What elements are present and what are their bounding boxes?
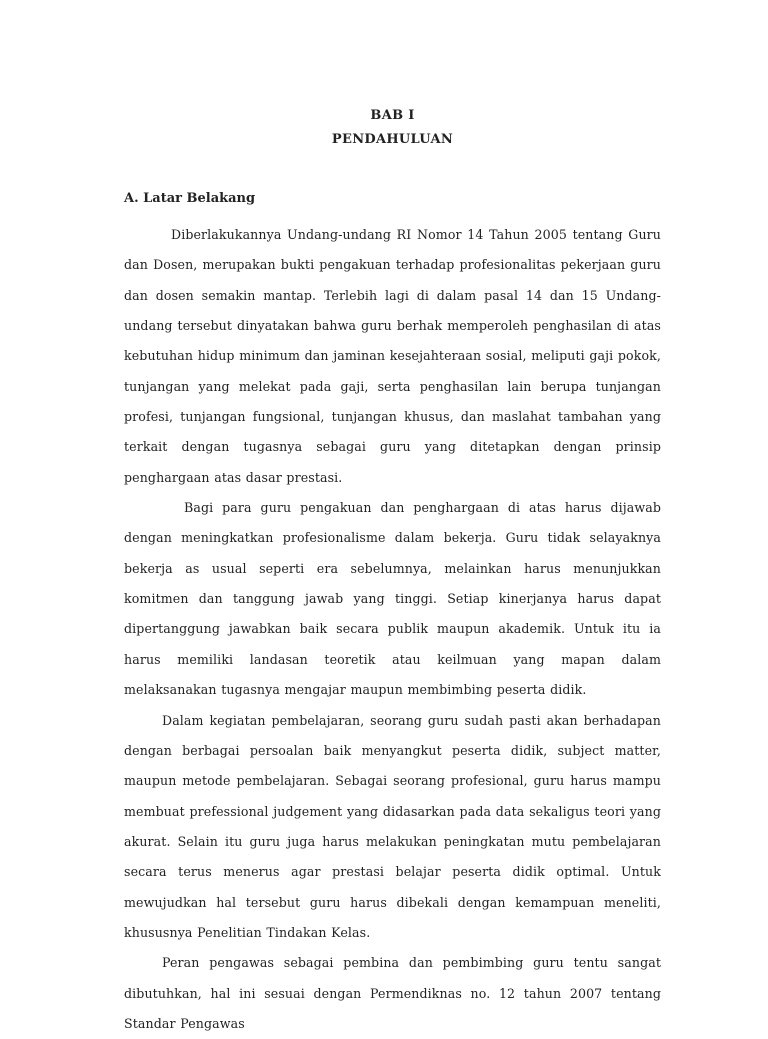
paragraph: Bagi para guru pengakuan dan penghargaan di atas harus dijawab dengan meningkatkan profesionalisme dalam bekerja. Guru tidak selayaknya bekerja as usual seperti era sebelumnya, melainkan harus menunjukkan komitmen dan tanggung jawab yang tinggi. Setiap kinerjanya harus dapat dipertanggung jawabkan baik secara publik maupun akademik. Untuk itu ia harus memiliki landasan teoretik atau keilmuan yang mapan dalam melaksanakan tugasnya mengajar maupun membimbing peserta didik. <box>124 500 661 698</box>
section-heading: A. Latar Belakang <box>124 191 256 206</box>
paragraph: Peran pengawas sebagai pembina dan pembimbing guru tentu sangat dibutuhkan, hal ini sesuai dengan Permendiknas no. 12 tahun 2007 tentang Standar Pengawas <box>124 955 661 1031</box>
paragraph: Diberlakukannya Undang-undang RI Nomor 14 Tahun 2005 tentang Guru dan Dosen, merupakan bukti pengakuan terhadap profesionalitas pekerjaan guru dan dosen semakin mantap. Terlebih lagi di dalam pasal 14 dan 15 Undang-undang tersebut dinyatakan bahwa guru berhak memperoleh penghasilan di atas kebutuhan hidup minimum dan jaminan kesejahteraan sosial, meliputi gaji pokok, tunjangan yang melekat pada gaji, serta penghasilan lain berupa tunjangan profesi, tunjangan fungsional, tunjangan khusus, dan maslahat tambahan yang terkait dengan tugasnya sebagai guru yang ditetapkan dengan prinsip penghargaan atas dasar prestasi. <box>124 227 661 485</box>
chapter-title: PENDAHULUAN <box>331 132 454 147</box>
chapter-number: BAB I <box>370 108 415 123</box>
paragraph: Dalam kegiatan pembelajaran, seorang guru sudah pasti akan berhadapan dengan berbagai persoalan baik menyangkut peserta didik, subject matter, maupun metode pembelajaran. Sebagai seorang profesional, guru harus mampu membuat prefessional judgement yang didasarkan pada data sekaligus teori yang akurat. Selain itu guru juga harus melakukan peningkatan mutu pembelajaran secara terus menerus agar prestasi belajar peserta didik optimal. Untuk mewujudkan hal tersebut guru harus dibekali dengan kemampuan meneliti, khususnya Penelitian Tindakan Kelas. <box>124 712 661 940</box>
body-text <box>124 220 661 1039</box>
